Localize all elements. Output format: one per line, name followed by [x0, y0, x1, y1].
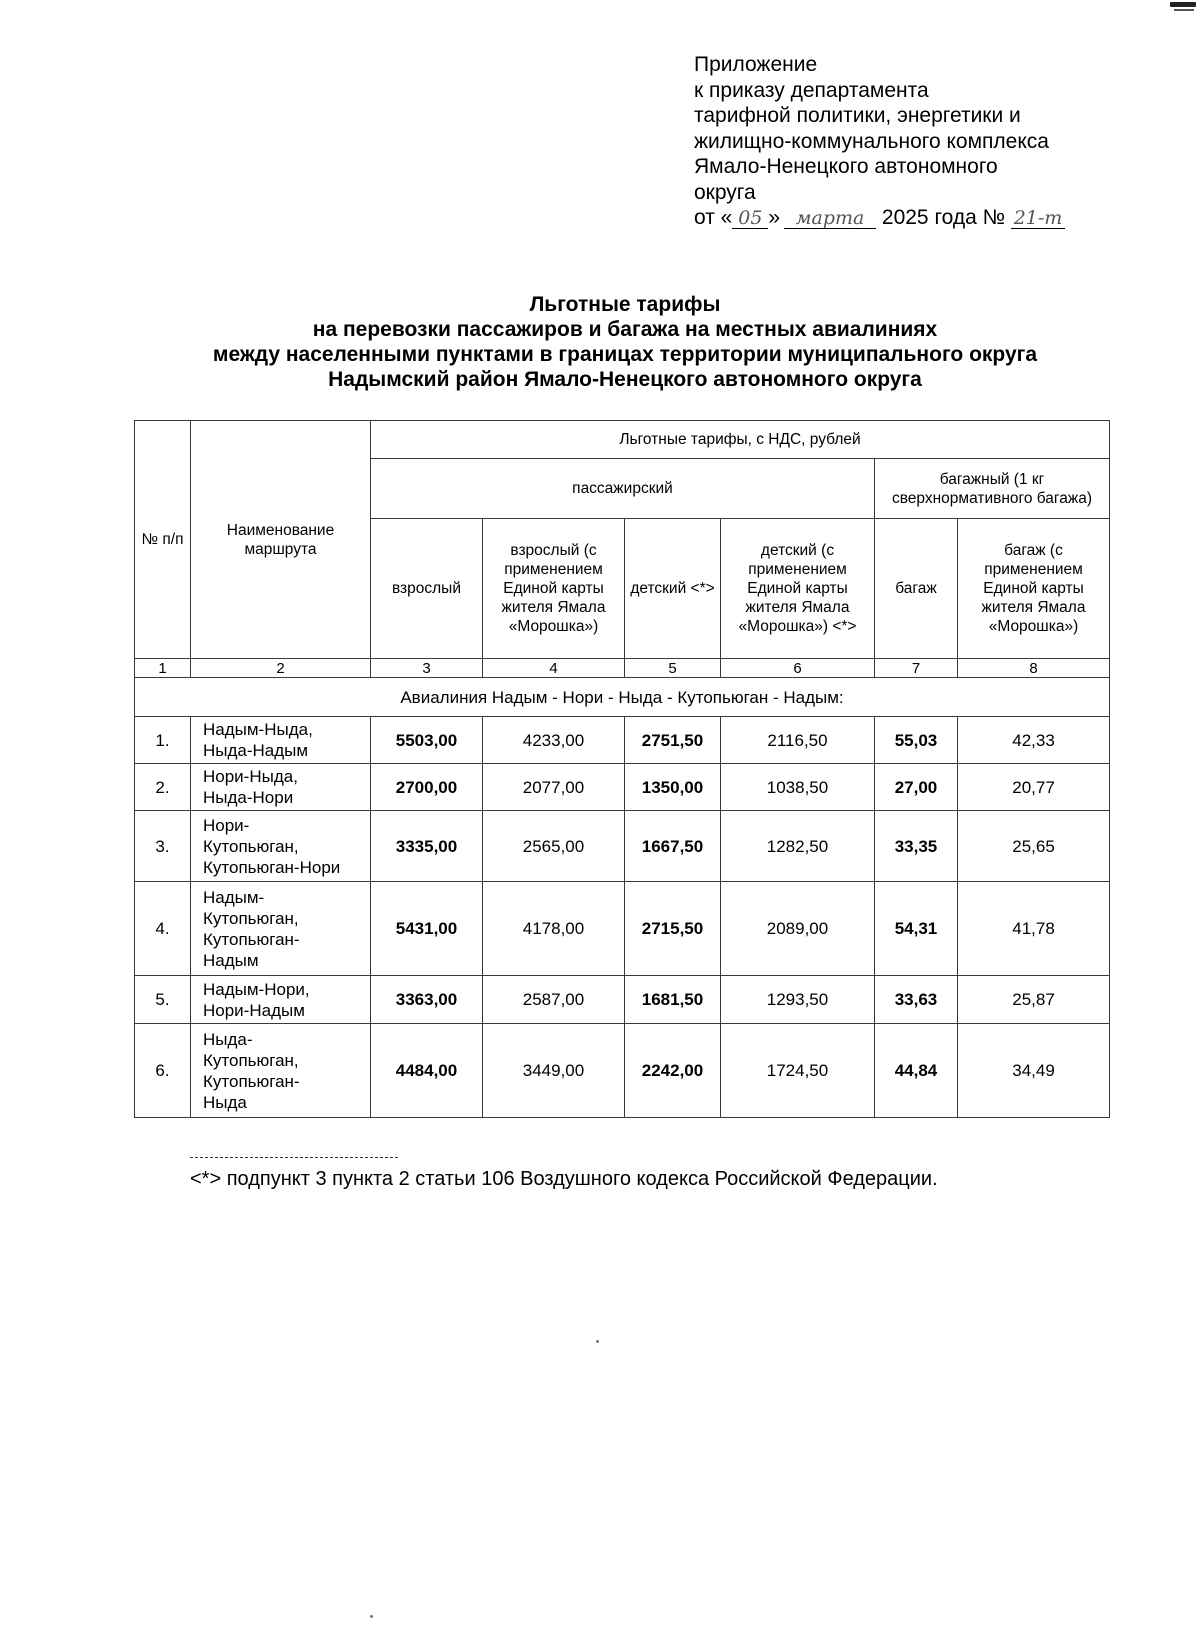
header-baggage-card: багаж (с применением Единой карты жителя Ямала «Морошка») [958, 519, 1110, 659]
header-adult: взрослый [371, 519, 483, 659]
route-name: Ныда- Кутопьюган, Кутопьюган- Ныда [191, 1024, 371, 1118]
child-card-fare: 2116,50 [721, 717, 875, 764]
appendix-line: тарифной политики, энергетики и [694, 104, 1021, 127]
child-card-fare: 1282,50 [721, 811, 875, 882]
adult-card-fare: 3449,00 [483, 1024, 625, 1118]
baggage-card-fare: 34,49 [958, 1024, 1110, 1118]
row-number: 5. [135, 976, 191, 1024]
appendix-line: округа [694, 180, 756, 204]
child-fare: 2751,50 [625, 717, 721, 764]
adult-card-fare: 2565,00 [483, 811, 625, 882]
order-year: 2025 года № [881, 206, 1006, 229]
column-number: 3 [371, 659, 483, 678]
header-passenger: пассажирский [371, 459, 875, 519]
order-day-close: » [768, 206, 781, 229]
adult-card-fare: 4178,00 [483, 882, 625, 976]
tariff-table [134, 420, 1110, 1118]
title-line: между населенными пунктами в границах территории муниципального округа [212, 343, 1038, 366]
adult-fare: 5503,00 [371, 717, 483, 764]
child-fare: 2242,00 [625, 1024, 721, 1118]
adult-fare: 4484,00 [371, 1024, 483, 1118]
footnote: <*> подпункт 3 пункта 2 статьи 106 Воздушного кодекса Российской Федерации. [190, 1168, 938, 1190]
table-row [135, 976, 1110, 1024]
row-number: 4. [135, 882, 191, 976]
child-card-fare: 2089,00 [721, 882, 875, 976]
adult-fare: 5431,00 [371, 882, 483, 976]
column-number: 5 [625, 659, 721, 678]
row-number: 6. [135, 1024, 191, 1118]
route-name: Нори- Кутопьюган, Кутопьюган-Нори [191, 811, 371, 882]
footnote-divider [190, 1157, 398, 1158]
row-number: 3. [135, 811, 191, 882]
child-fare: 1667,50 [625, 811, 721, 882]
child-fare: 1350,00 [625, 764, 721, 811]
column-number: 6 [721, 659, 875, 678]
baggage-fare: 55,03 [875, 717, 958, 764]
table-row [135, 1024, 1110, 1118]
route-name: Надым-Нори, Нори-Надым [191, 976, 371, 1024]
section-title: Авиалиния Надым - Нори - Ныда - Кутопьюган - Надым: [135, 678, 1110, 717]
order-line [694, 205, 1114, 231]
scan-speck [596, 1340, 599, 1343]
title-line: Надымский район Ямало-Ненецкого автономного округа [328, 368, 922, 391]
child-card-fare: 1724,50 [721, 1024, 875, 1118]
order-prefix: от « [694, 206, 733, 229]
baggage-fare: 33,35 [875, 811, 958, 882]
baggage-fare: 44,84 [875, 1024, 958, 1118]
column-number: 7 [875, 659, 958, 678]
table-row [135, 717, 1110, 764]
row-number: 2. [135, 764, 191, 811]
column-number: 8 [958, 659, 1110, 678]
table-row [135, 882, 1110, 976]
appendix-line: к приказу департамента [694, 78, 929, 102]
baggage-card-fare: 25,87 [958, 976, 1110, 1024]
scan-speck [370, 1615, 373, 1618]
document-title [100, 292, 1150, 392]
section-row [135, 678, 1110, 717]
baggage-fare: 33,63 [875, 976, 958, 1024]
baggage-fare: 27,00 [875, 764, 958, 811]
route-name: Нори-Ныда, Ныда-Нори [191, 764, 371, 811]
baggage-card-fare: 20,77 [958, 764, 1110, 811]
column-number: 4 [483, 659, 625, 678]
child-card-fare: 1293,50 [721, 976, 875, 1024]
scan-artifact [1170, 2, 1196, 7]
adult-fare: 3335,00 [371, 811, 483, 882]
adult-card-fare: 2077,00 [483, 764, 625, 811]
header-route-name: Наименование маршрута [191, 421, 371, 659]
appendix-line: жилищно-коммунального комплекса [694, 129, 1049, 153]
child-fare: 1681,50 [625, 976, 721, 1024]
table-row [135, 764, 1110, 811]
baggage-card-fare: 41,78 [958, 882, 1110, 976]
adult-fare: 2700,00 [371, 764, 483, 811]
title-line: на перевозки пассажиров и багажа на местных авиалиниях [312, 318, 938, 341]
title-line: Льготные тарифы [529, 293, 721, 316]
child-fare: 2715,50 [625, 882, 721, 976]
header-child-card: детский (с применением Единой карты жителя Ямала «Морошка») <*> [721, 519, 875, 659]
header-baggage: багаж [875, 519, 958, 659]
adult-fare: 3363,00 [371, 976, 483, 1024]
row-number: 1. [135, 717, 191, 764]
header-tariffs: Льготные тарифы, с НДС, рублей [371, 421, 1110, 459]
route-name: Надым-Ныда, Ныда-Надым [191, 717, 371, 764]
header-adult-card: взрослый (с применением Единой карты жителя Ямала «Морошка») [483, 519, 625, 659]
adult-card-fare: 2587,00 [483, 976, 625, 1024]
route-name: Надым- Кутопьюган, Кутопьюган- Надым [191, 882, 371, 976]
header-child: детский <*> [625, 519, 721, 659]
appendix-block [694, 52, 1114, 231]
header-np: № п/п [135, 421, 191, 659]
order-month: марта [784, 208, 876, 229]
column-number: 1 [135, 659, 191, 678]
order-number: 21-т [1011, 208, 1065, 229]
appendix-line: Приложение [694, 53, 818, 76]
baggage-card-fare: 42,33 [958, 717, 1110, 764]
order-day: 05 [732, 208, 768, 229]
scan-artifact [1174, 9, 1194, 11]
baggage-fare: 54,31 [875, 882, 958, 976]
header-baggage-group: багажный (1 кг сверхнормативного багажа) [875, 459, 1110, 519]
child-card-fare: 1038,50 [721, 764, 875, 811]
appendix-line: Ямало-Ненецкого автономного [694, 155, 998, 178]
table-row [135, 811, 1110, 882]
adult-card-fare: 4233,00 [483, 717, 625, 764]
baggage-card-fare: 25,65 [958, 811, 1110, 882]
column-number: 2 [191, 659, 371, 678]
